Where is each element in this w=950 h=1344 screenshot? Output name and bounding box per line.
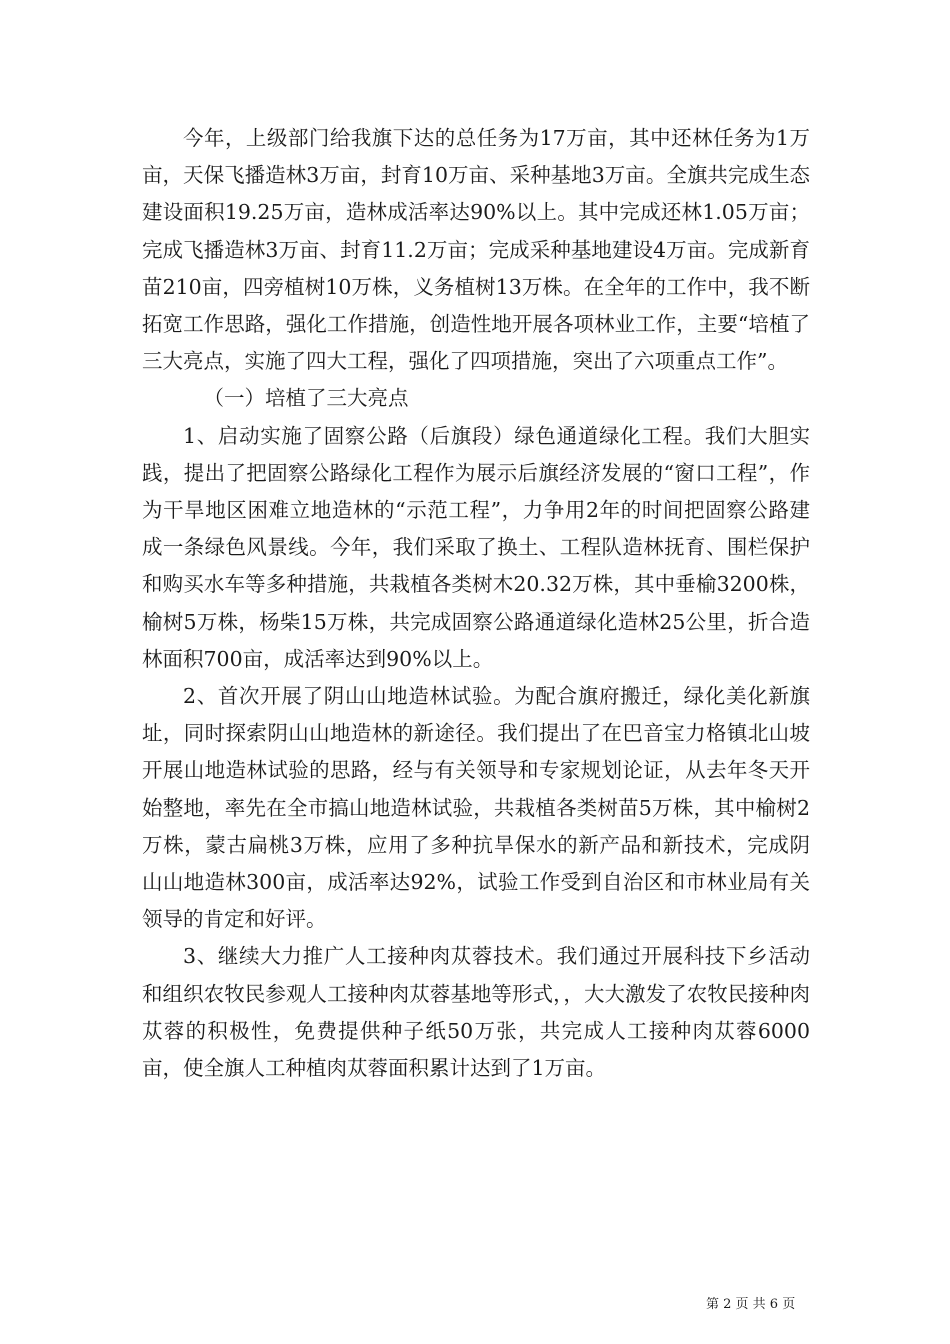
paragraph-highlight-2: 2、首次开展了阴山山地造林试验。为配合旗府搬迁，绿化美化新旗址，同时探索阴山山地造林的新途径。我们提出了在巴音宝力格镇北山坡开展山地造林试验的思路，经与有关领导和专家规划论证，从去年冬天开始整地，率先在全市搞山地造林试验，共栽植各类树苗5万株，其中榆树2万株，蒙古扁桃3万株，应用了多种抗旱保水的新产品和新技术，完成阴山山地造林300亩，成活率达92%，试验工作受到自治区和市林业局有关领导的肯定和好评。 <box>142 684 810 932</box>
paragraph-highlight-3: 3、继续大力推广人工接种肉苁蓉技术。我们通过开展科技下乡活动和组织农牧民参观人工接种肉苁蓉基地等形式，，大大激发了农牧民接种肉苁蓉的积极性，免费提供种子纸50万张，共完成人工接种肉苁蓉6000亩，使全旗人工种植肉苁蓉面积累计达到了1万亩。 <box>142 944 810 1081</box>
paragraph-highlight-1: 1、启动实施了固察公路（后旗段）绿色通道绿化工程。我们大胆实践，提出了把固察公路绿化工程作为展示后旗经济发展的“窗口工程”，作为干旱地区困难立地造林的“示范工程”，力争用2年的时间把固察公路建成一条绿色风景线。今年，我们采取了换土、工程队造林抚育、围栏保护和购买水车等多种措施，共栽植各类树木20.32万株，其中垂榆3200株，榆树5万株，杨柴15万株，共完成固察公路通道绿化造林25公里，折合造林面积700亩，成活率达到90%以上。 <box>142 423 810 671</box>
page-number-footer: 第 2 页 共 6 页 <box>706 1297 796 1312</box>
document-body <box>142 120 810 1087</box>
section-heading: （一）培植了三大亮点 <box>203 386 409 411</box>
paragraph-summary: 今年，上级部门给我旗下达的总任务为17万亩，其中还林任务为1万亩，天保飞播造林3万亩，封育10万亩、采种基地3万亩。全旗共完成生态建设面积19.25万亩，造林成活率达90%以上。其中完成还林1.05万亩；完成飞播造林3万亩、封育11.2万亩；完成采种基地建设4万亩。完成新育苗210亩，四旁植树10万株，义务植树13万株。在全年的工作中，我不断拓宽工作思路，强化工作措施，创造性地开展各项林业工作，主要“培植了三大亮点，实施了四大工程，强化了四项措施，突出了六项重点工作”。 <box>142 126 810 374</box>
